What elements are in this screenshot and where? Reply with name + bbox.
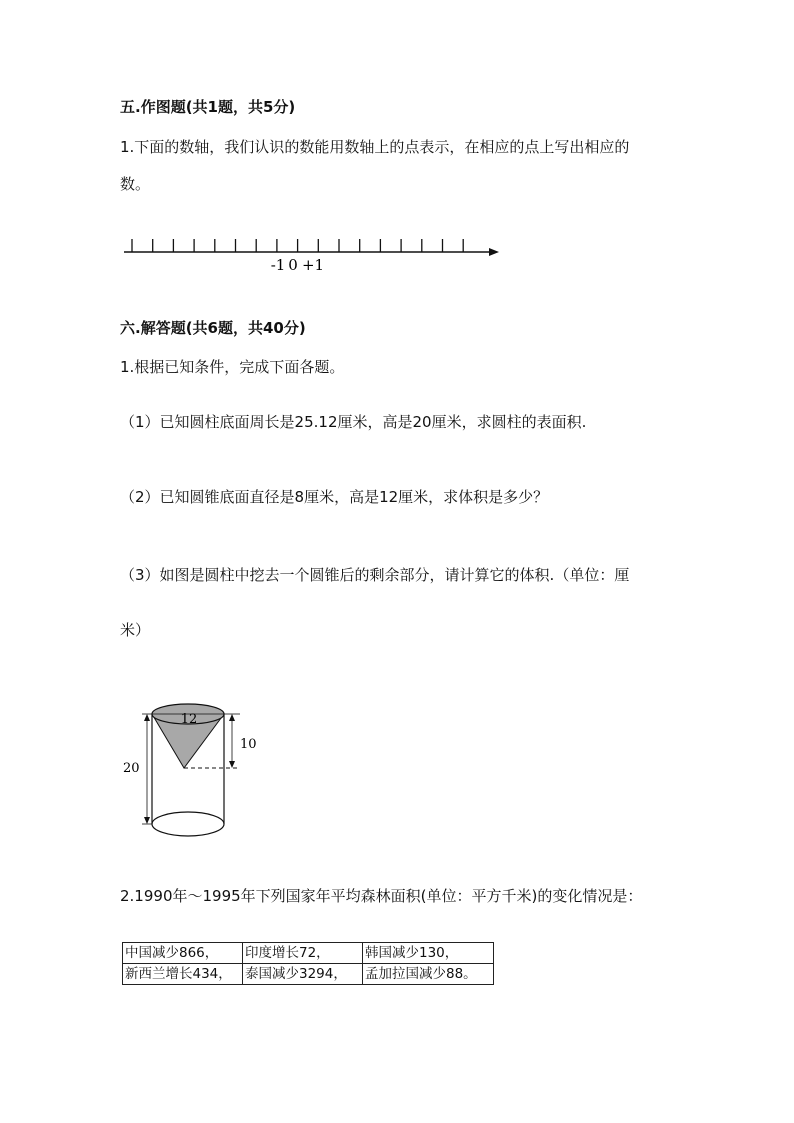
question-6-1-part-3-continued: 米） [120, 621, 151, 639]
table-cell: 印度增长72， [243, 943, 363, 964]
cone-height-arrow-top [229, 714, 235, 721]
number-line-arrow [489, 248, 499, 256]
forest-area-change-table [122, 942, 494, 985]
table-cell: 中国减少866， [123, 943, 243, 964]
table-cell: 泰国减少3294， [243, 964, 363, 985]
question-5-1-text: 1.下面的数轴，我们认识的数能用数轴上的点表示，在相应的点上写出相应的 [120, 138, 630, 156]
question-6-1-part-2: （2）已知圆锥底面直径是8厘米，高是12厘米，求体积是多少？ [120, 488, 549, 506]
table-cell: 孟加拉国减少88。 [363, 964, 494, 985]
question-6-2-intro: 2.1990年～1995年下列国家年平均森林面积(单位：平方千米)的变化情况是： [120, 887, 643, 905]
number-line-label-zero: 0 [288, 256, 298, 274]
diameter-label: 12 [180, 712, 198, 727]
question-6-1-part-1: （1）已知圆柱底面周长是25.12厘米，高是20厘米，求圆柱的表面积. [120, 413, 587, 431]
question-5-1-text-continued: 数。 [120, 175, 151, 193]
cone-height-arrow-bottom [229, 761, 235, 768]
section-5-heading: 五.作图题(共1题，共5分) [120, 98, 296, 116]
section-6-heading: 六.解答题(共6题，共40分) [120, 319, 306, 337]
cylinder-height-arrow-bottom [144, 817, 150, 824]
question-6-1-intro: 1.根据已知条件，完成下面各题。 [120, 358, 345, 376]
table-cell: 韩国减少130， [363, 943, 494, 964]
cylinder-bottom-ellipse [152, 812, 224, 836]
number-line-figure [118, 228, 508, 278]
question-6-1-part-3: （3）如图是圆柱中挖去一个圆锥后的剩余部分，请计算它的体积.（单位：厘 [120, 566, 630, 584]
cylinder-height-label: 20 [123, 761, 140, 776]
cone-height-label: 10 [240, 737, 257, 752]
cylinder-cone-figure [118, 700, 268, 845]
number-line-label-minus-one: -1 [270, 256, 286, 274]
number-line-label-plus-one: +1 [301, 256, 325, 274]
table-cell: 新西兰增长434， [123, 964, 243, 985]
cylinder-height-arrow-top [144, 714, 150, 721]
number-line-ticks [132, 239, 463, 252]
table-row [123, 964, 494, 985]
table-row [123, 943, 494, 964]
